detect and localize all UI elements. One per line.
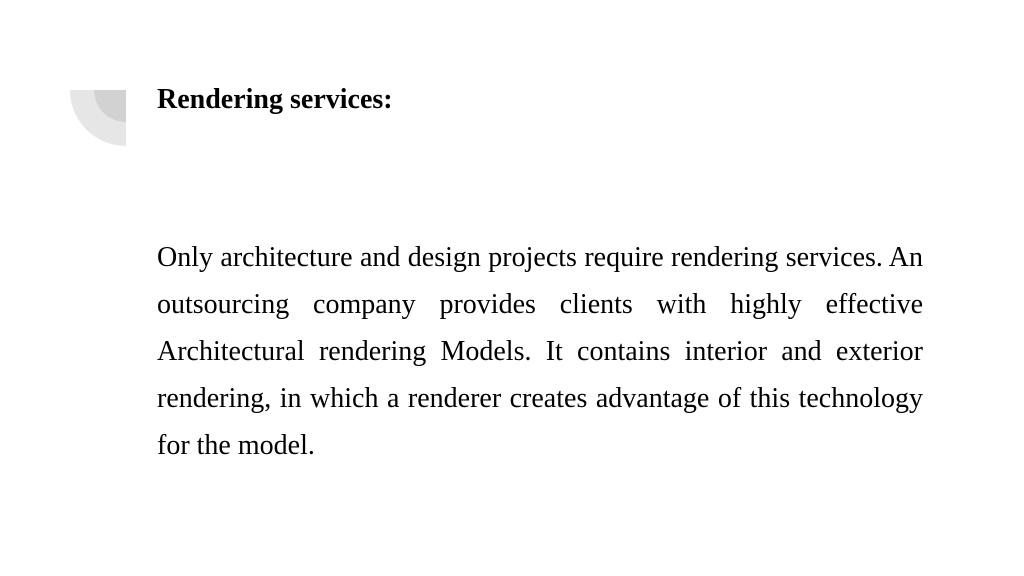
slide-body-text: Only architecture and design projects require rendering services. An outsourcing company provides clients with highly effective Architectural rendering Models. It contains interior and exterior rendering, in which a renderer creates advantage of this technology for the model. <box>157 242 923 461</box>
slide-title: Rendering services: <box>157 84 393 115</box>
quarter-circle-icon <box>70 90 126 146</box>
